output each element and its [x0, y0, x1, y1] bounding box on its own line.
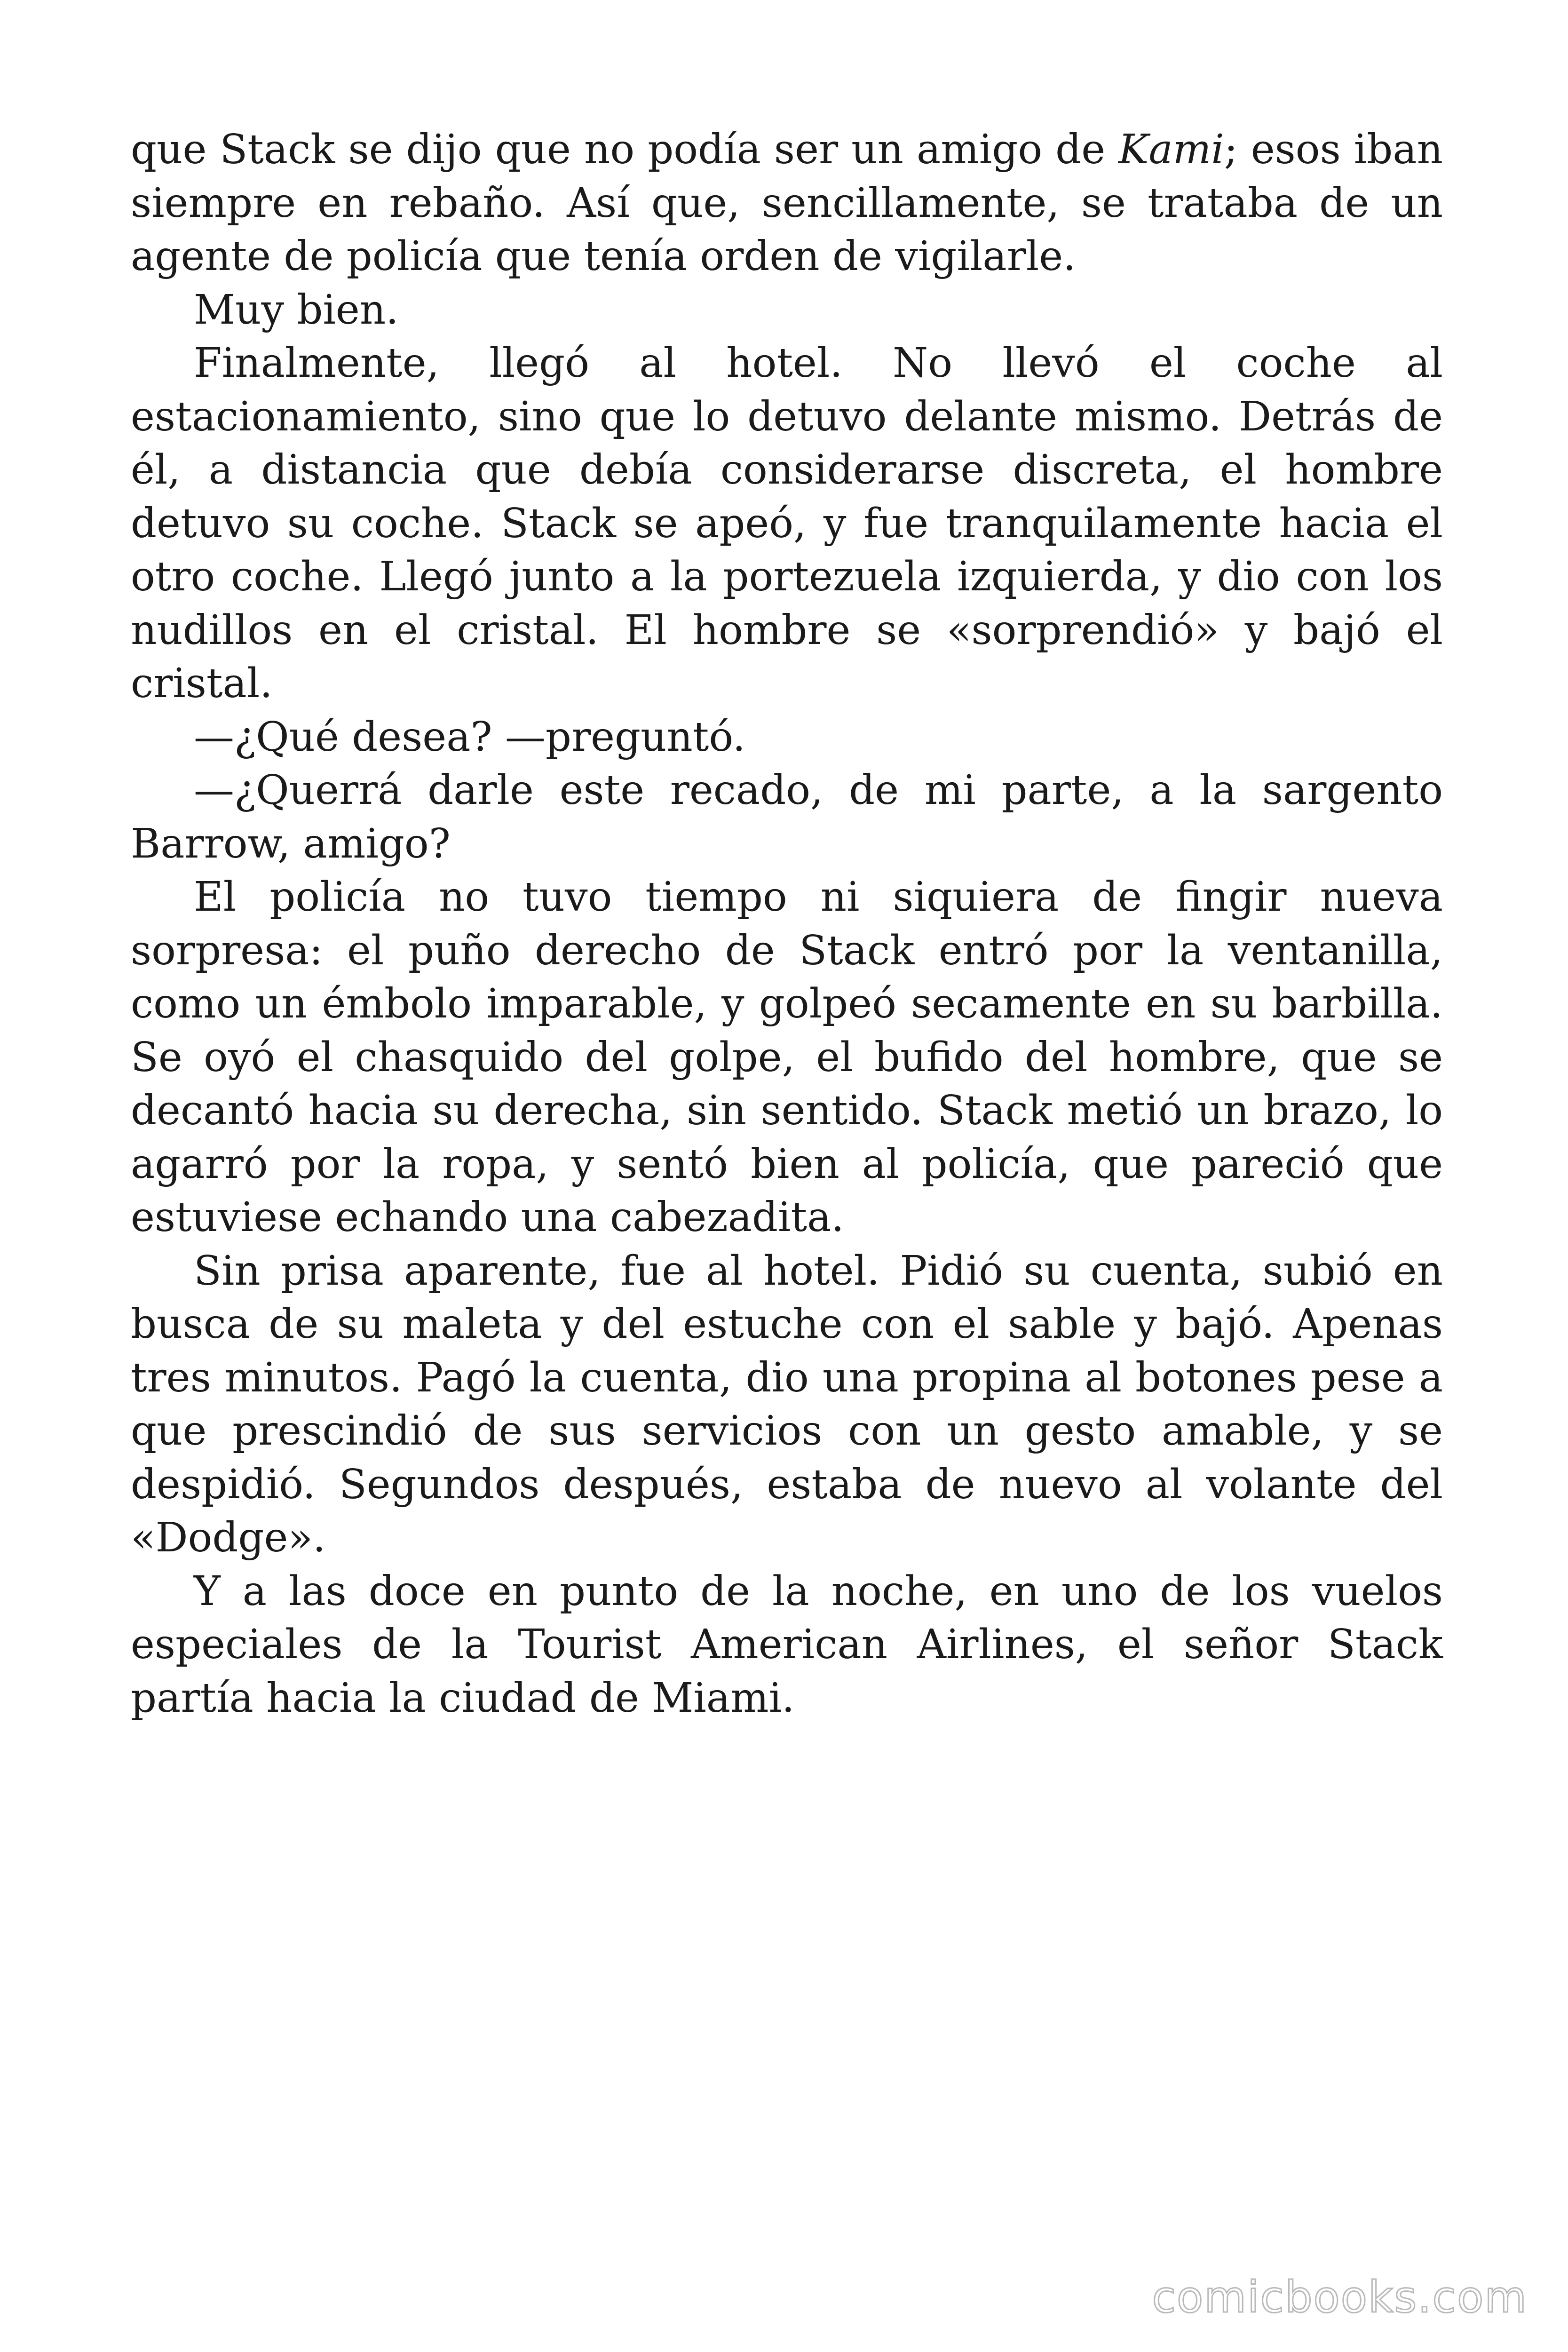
paragraph: El policía no tuvo tiempo ni siquiera de fingir nueva sorpresa: el puño derecho de Stack entró por la ventanilla, como un émbolo imparable, y golpeó secamente en su barbilla. Se oyó el chasquido del golpe, el bufido del hombre, que se decantó hacia su derecha, sin sentido. Stack metió un brazo, lo agarró por la ropa, y sentó bien al policía, que pareció que estuviese echando una cabezadita. [131, 874, 1443, 1241]
paragraph: Y a las doce en punto de la noche, en uno de los vuelos especiales de la Tourist American Airlines, el señor Stack partía hacia la ciudad de Miami. [131, 1567, 1443, 1722]
paragraph [131, 123, 1443, 284]
emphasis-text: Kami [1118, 126, 1224, 173]
paragraph: Sin prisa aparente, fue al hotel. Pidió su cuenta, subió en busca de su maleta y del estuche con el sable y bajó. Apenas tres minutos. Pagó la cuenta, dio una propina al botones pese a que prescindió de sus servicios con un gesto amable, y se despidió. Segundos después, estaba de nuevo al volante del «Dodge». [131, 1247, 1443, 1561]
paragraph: Muy bien. [194, 286, 399, 334]
paragraph: Finalmente, llegó al hotel. No llevó el coche al estacionamiento, sino que lo detuvo delante mismo. Detrás de él, a distancia que debía considerarse discreta, el hombre detuvo su coche. Stack se apeó, y fue tranquilamente hacia el otro coche. Llegó junto a la portezuela izquierda, y dio con los nudillos en el cristal. El hombre se «sorprendió» y bajó el cristal. [131, 340, 1443, 707]
watermark: comicbooks.com [1152, 2272, 1528, 2322]
dialogue-paragraph: —¿Querrá darle este recado, de mi parte, a la sargento Barrow, amigo? [131, 767, 1443, 867]
dialogue-paragraph: —¿Qué desea? —preguntó. [194, 713, 745, 761]
body-text [131, 123, 1443, 1725]
paragraph-text: ; esos iban siempre en rebaño. Así que, sencillamente, se trataba de un agente de policía que tenía orden de vigilarle. [131, 126, 1443, 280]
paragraph-text: que Stack se dijo que no podía ser un amigo de [131, 126, 1119, 173]
